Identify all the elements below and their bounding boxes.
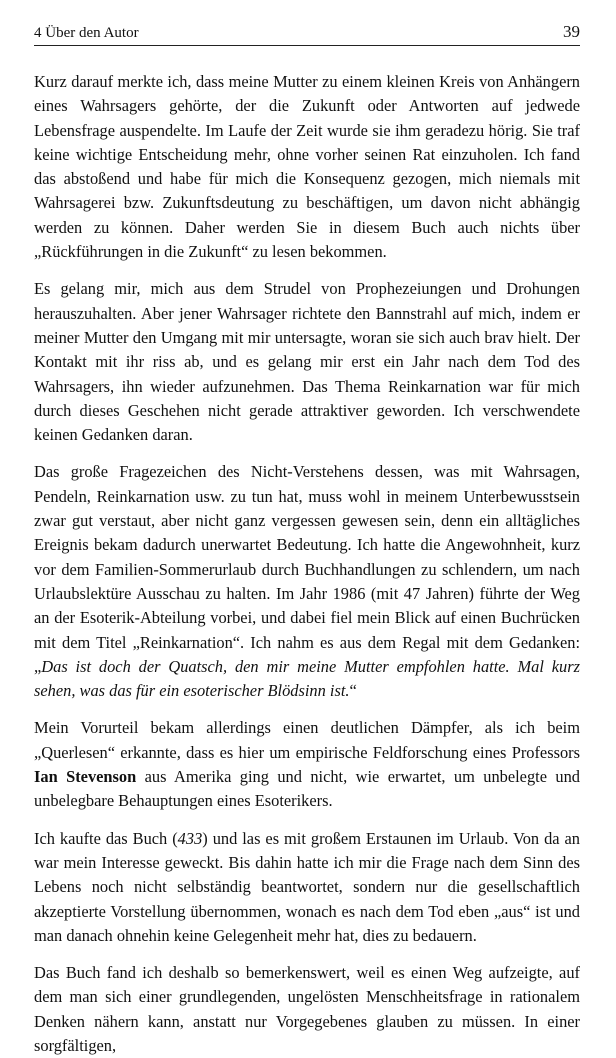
chapter-title: 4 Über den Autor [34,25,139,41]
paragraph-3-text: Das große Fragezeichen des Nicht-Verstehens dessen, was mit Wahrsagen, Pendeln, Reinkarnation usw. zu tun hat, muss wohl in meinem Unterbewusstsein zwar gut verstaut, aber nicht ganz vergessen gewesen sein, denn ein alltägliches Ereignis bekam dadurch unerwartet Bedeutung. Ich hatte die Angewohnheit, kurz vor dem Familien-Sommerurlaub durch Buchhandlungen zu schlendern, um nach Urlaubslektüre Ausschau zu halten. Im Jahr 1986 (mit 47 Jahren) führte der Weg an der Esoterik-Abteilung vorbei, und dabei fiel mein Blick auf einen Buchrücken mit dem Titel „Reinkarnation“. Ich nahm es aus dem Regal mit dem Gedanken: „ [34,462,580,676]
paragraph-5 [34,827,580,948]
paragraph-6: Das Buch fand ich deshalb so bemerkenswert, weil es einen Weg aufzeigte, auf dem man sich einer grundlegenden, ungelösten Menschheitsfrage in rationalem Denken nähern kann, anstatt nur Vorgegebenes glauben zu müssen. In einer sorgfältigen, [34,963,580,1055]
paragraph-4-text-b: aus Amerika ging und nicht, wie erwartet, um unbelegte und unbelegbare Behauptungen eines Esoterikers. [34,767,580,811]
paragraph-5-text-a: Ich kaufte das Buch ( [34,828,178,848]
author-name: Ian Stevenson [34,767,137,787]
body-text [34,70,580,1058]
closing-quote: “ [349,681,357,701]
running-header [34,22,580,46]
quoted-thought: Das ist doch der Quatsch, den mir meine Mutter empfohlen hatte. Mal kurz sehen, was das für ein esoterischer Blödsinn ist. [34,656,580,701]
page-number: 39 [563,22,580,41]
paragraph-1: Kurz darauf merkte ich, dass meine Mutter zu einem kleinen Kreis von Anhängern eines Wahrsagers gehörte, der die Zukunft oder Antworten auf jedwede Lebensfrage auspendelte. Im Laufe der Zeit wurde sie ihm geradezu hörig. Sie traf keine wichtige Entscheidung mehr, ohne vorher seinen Rat einzuholen. Ich fand das abstoßend und habe für mich die Konsequenz gezogen, mich niemals mit Wahrsagerei bzw. Zukunftsdeutung zu beschäftigen, um davon nicht abhängig werden zu können. Daher werden Sie in diesem Buch auch nichts über „Rückführungen in die Zukunft“ zu lesen bekommen. [34,72,580,262]
paragraph-5-text-b: ) und las es mit großem Erstaunen im Urlaub. Von da an war mein Interesse geweckt. Bis dahin hatte ich mir die Frage nach dem Sinn des Lebens noch nicht selbständig beantwortet, sondern nur die gesellschaftlich akzeptierte Vorstellung übernommen, wonach es nach dem Tod eben „aus“ ist und man danach ohnehin keine Gelegenheit mehr hat, dies zu bedauern. [34,828,580,945]
paragraph-2: Es gelang mir, mich aus dem Strudel von Prophezeiungen und Drohungen herauszuhalten. Aber jener Wahrsager richtete den Bannstrahl auf mich, indem er meiner Mutter den Umgang mit mir untersagte, woran sie sich auch brav hielt. Der Kontakt mit ihr riss ab, und es gelang mir erst ein Jahr nach dem Tod des Wahrsagers, ihn wieder aufzunehmen. Das Thema Reinkarnation war für mich durch dieses Geschehen nicht gerade attraktiver geworden. Ich verschwendete keinen Gedanken daran. [34,279,580,445]
document-page [34,22,580,1058]
paragraph-3 [34,460,580,703]
paragraph-4-text-a: Mein Vorurteil bekam allerdings einen deutlichen Dämpfer, als ich beim „Querlesen“ erkannte, dass es hier um empirische Feldforschung eines Professors [34,718,580,762]
paragraph-4 [34,716,580,813]
reference-number: 433 [177,828,203,848]
